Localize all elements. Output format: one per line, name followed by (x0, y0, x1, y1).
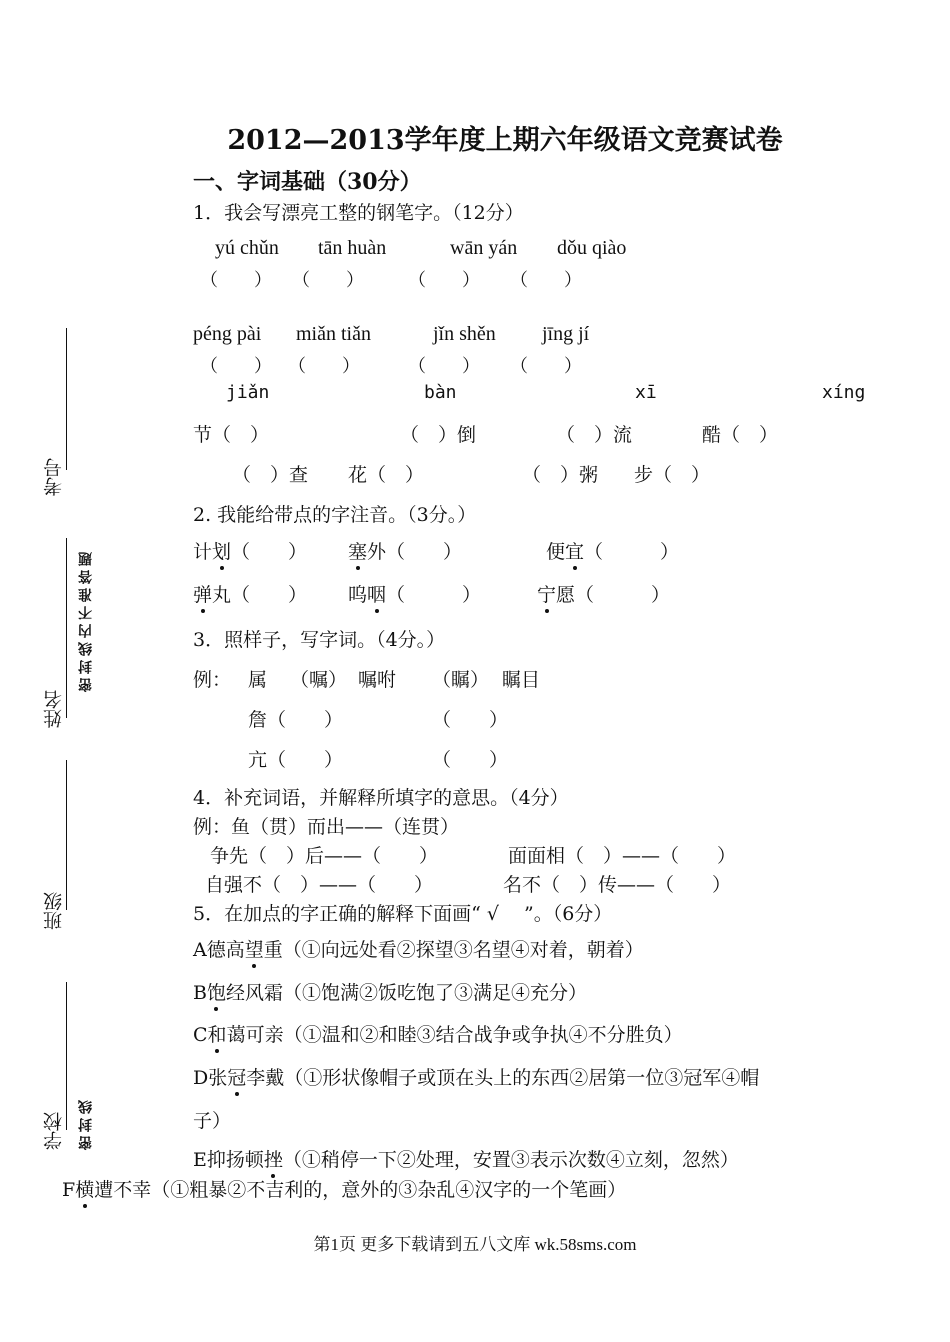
phonetic-item[interactable]: 便宜（ ） (546, 537, 679, 564)
answer-blank[interactable]: （ ） (408, 270, 480, 291)
answer-blank[interactable]: （ ） (510, 356, 582, 377)
margin-line (66, 982, 67, 1130)
pinyin: tān huàn (318, 237, 387, 259)
margin-label-exam-number: 考号 (43, 458, 65, 496)
fill-item[interactable]: （ ） (432, 709, 509, 731)
phonetic-item[interactable]: 呜咽（ ） (348, 580, 481, 607)
question-4-prompt: 4．补充词语，并解释所填字的意思。（4分） (193, 787, 569, 809)
seal-line-label: 密封线 (78, 1096, 94, 1150)
pinyin: xī (635, 382, 657, 403)
choice-item[interactable]: B饱经风霜（①饱满②饭吃饱了③满足④充分） (193, 978, 587, 1005)
dotted-char: 和 (208, 1020, 227, 1047)
question-3-prompt: 3．照样子，写字词。（4分。） (193, 629, 446, 651)
example-char: （瞩） (432, 669, 490, 691)
choice-item-continued: 子） (193, 1110, 232, 1132)
dotted-char: 冠 (227, 1063, 246, 1090)
fill-item[interactable]: 花（ ） (348, 464, 425, 486)
pinyin: yú chǔn (215, 237, 279, 259)
dotted-char: 划 (212, 537, 231, 564)
question-2-prompt: 2. 我能给带点的字注音。（3分。） (193, 504, 477, 526)
pinyin: jiǎn (226, 382, 270, 403)
example-label: 例： (193, 669, 232, 691)
page-title: 2012—2013学年度上期六年级语文竞赛试卷 (227, 125, 783, 156)
pinyin: xíng (822, 382, 866, 403)
choice-item[interactable]: A德高望重（①向远处看②探望③名望④对着，朝着） (193, 935, 644, 962)
phonetic-item[interactable]: 计划（ ） (193, 537, 307, 564)
fill-item[interactable]: 节（ ） (193, 424, 270, 446)
dotted-char: 塞 (348, 537, 367, 564)
dotted-char: 望 (245, 935, 264, 962)
fill-item[interactable]: 争先（ ）后——（ ） (210, 845, 439, 867)
fill-item[interactable]: 酷（ ） (702, 424, 779, 446)
pinyin: péng pài (193, 323, 262, 345)
seal-notice: 密封线内不准答题 (78, 548, 94, 692)
dotted-char: 横 (75, 1175, 94, 1202)
margin-line (66, 760, 67, 910)
phonetic-item[interactable]: 宁愿（ ） (537, 580, 670, 607)
example-char: （嘱） (290, 669, 348, 691)
margin-label-name: 姓名 (43, 690, 65, 728)
fill-item[interactable]: 面面相（ ）——（ ） (508, 845, 737, 867)
phonetic-item[interactable]: 塞外（ ） (348, 537, 462, 564)
margin-label-school: 学校 (43, 1112, 65, 1150)
answer-blank[interactable]: （ ） (200, 356, 272, 377)
fill-item[interactable]: （ ）倒 (400, 424, 477, 446)
choice-item[interactable]: E抑扬顿挫（①稍停一下②处理，安置③表示次数④立刻，忽然） (193, 1145, 739, 1172)
answer-blank[interactable]: （ ） (510, 270, 582, 291)
example-line: 例：鱼（贯）而出——（连贯） (193, 816, 460, 838)
page-footer: 第1页 更多下载请到五八文库 wk.58sms.com (313, 1235, 637, 1254)
answer-blank[interactable]: （ ） (200, 270, 272, 291)
dotted-char: 咽 (367, 580, 386, 607)
fill-item[interactable]: （ ） (432, 749, 509, 771)
section-heading: 一、字词基础（30分） (193, 169, 422, 195)
example-word: 嘱咐 (358, 669, 397, 691)
pinyin: bàn (424, 382, 457, 403)
pinyin: dǒu qiào (557, 237, 627, 259)
answer-blank[interactable]: （ ） (288, 356, 360, 377)
choice-item[interactable]: D张冠李戴（①形状像帽子或顶在头上的东西②居第一位③冠军④帽 (193, 1063, 759, 1090)
dotted-char: 宁 (537, 580, 556, 607)
pinyin: wān yán (450, 237, 518, 259)
margin-label-class: 班级 (43, 892, 65, 930)
fill-item[interactable]: 亢（ ） (248, 749, 344, 771)
choice-item[interactable]: C和蔼可亲（①温和②和睦③结合战争或争执④不分胜负） (193, 1020, 683, 1047)
dotted-char: 弹 (193, 580, 212, 607)
phonetic-item[interactable]: 弹丸（ ） (193, 580, 307, 607)
question-1-prompt: 1．我会写漂亮工整的钢笔字。（12分） (193, 202, 524, 224)
dotted-char: 宜 (565, 537, 584, 564)
dotted-char: 饱 (207, 978, 226, 1005)
example-word: 瞩目 (502, 669, 541, 691)
fill-item[interactable]: 步（ ） (634, 464, 711, 486)
fill-item[interactable]: 詹（ ） (248, 709, 344, 731)
margin-line (66, 328, 67, 470)
fill-item[interactable]: 自强不（ ）——（ ） (205, 874, 434, 896)
fill-item[interactable]: （ ）查 (232, 464, 309, 486)
pinyin: jǐn shěn (433, 323, 496, 345)
example-char: 属 (248, 669, 268, 691)
fill-item[interactable]: 名不（ ）传——（ ） (503, 874, 732, 896)
pinyin: miǎn tiǎn (296, 323, 371, 345)
dotted-char: 挫 (264, 1145, 283, 1172)
fill-item[interactable]: （ ）粥 (522, 464, 599, 486)
fill-item[interactable]: （ ）流 (556, 424, 633, 446)
answer-blank[interactable]: （ ） (408, 356, 480, 377)
pinyin: jīng jí (542, 323, 590, 345)
question-5-prompt: 5．在加点的字正确的解释下面画“ √ ”。（6分） (193, 903, 613, 925)
choice-item[interactable]: F横遭不幸（①粗暴②不吉利的，意外的③杂乱④汉字的一个笔画） (62, 1175, 626, 1202)
answer-blank[interactable]: （ ） (292, 270, 364, 291)
